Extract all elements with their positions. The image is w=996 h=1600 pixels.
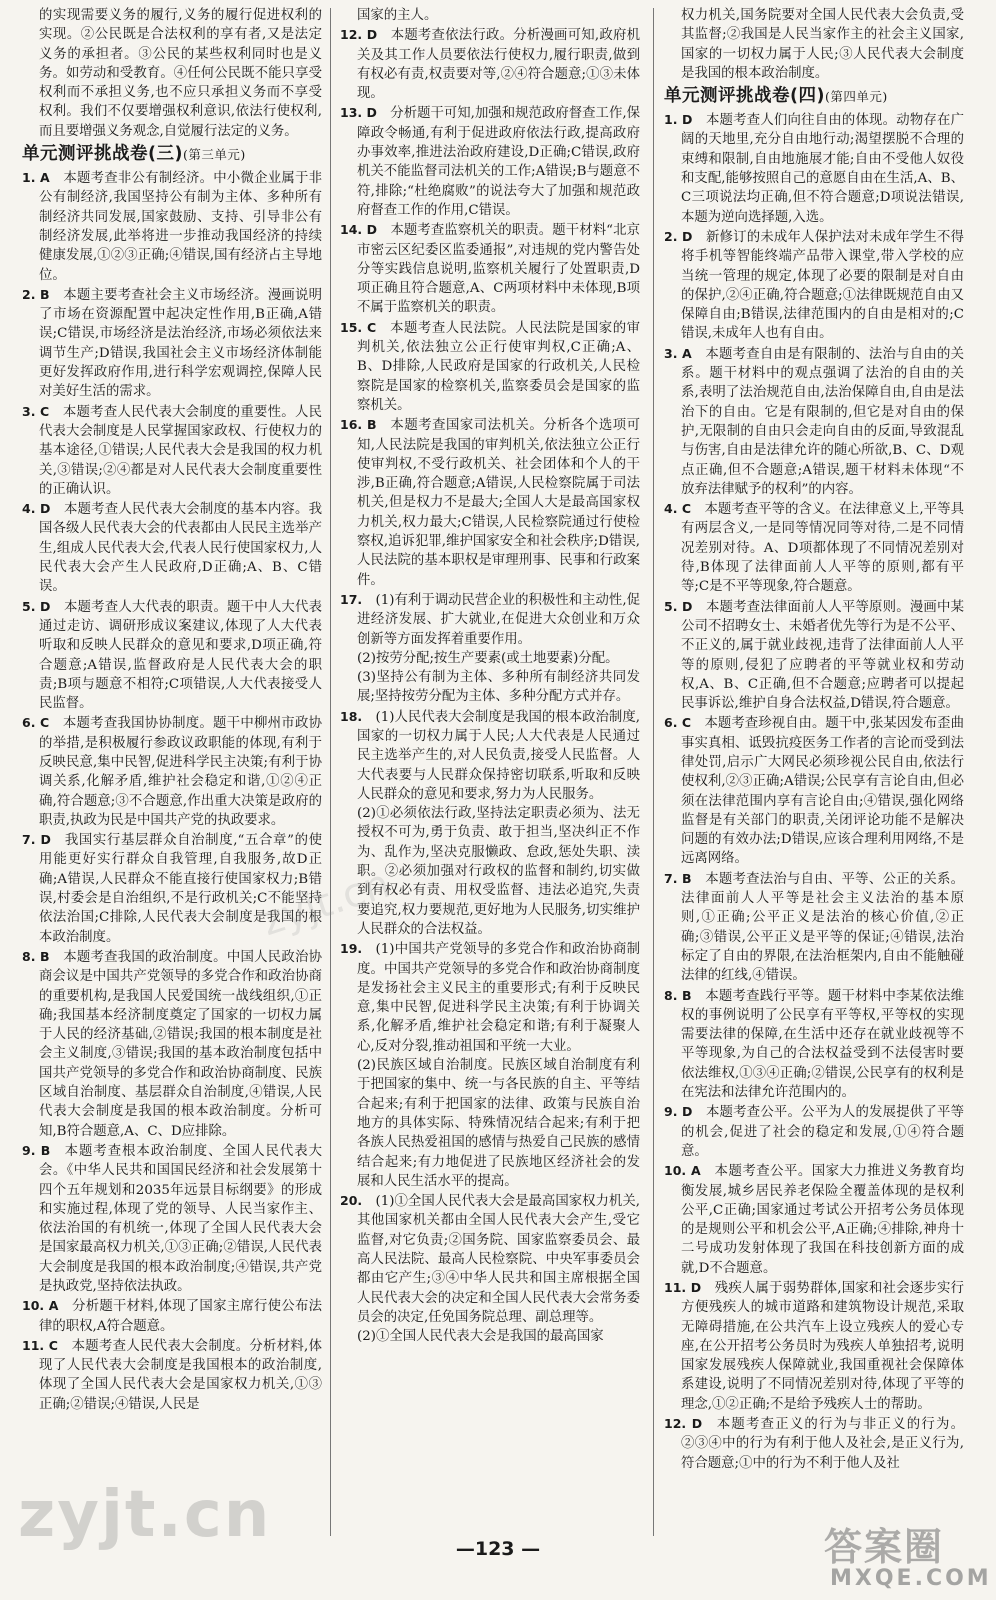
answer-explanation: 新修订的未成年人保护法对未成年学生不得将手机等智能终端产品带入课堂,带入学校的应当统一管理的规定,体现了必要的限制是对自由的保护,②④正确,符合题意;①法律既规范自由又保障自由;B错误,法律范围内的自由是相对的;C错误,未成年人也有自由。 <box>681 229 964 342</box>
answer-explanation: 本题考查人民代表大会制度。分析材料,体现了人民代表大会制度是我国根本的政治制度,体现了全国人民代表大会是国家权力机关,①③正确;②错误;④错误,人民是 <box>39 1338 322 1412</box>
answer-item <box>22 597 322 714</box>
answer-item <box>22 168 322 285</box>
answer-list <box>664 110 964 1473</box>
intro-paragraph: 的实现需要义务的履行,义务的履行促进权利的实现。②公民既是合法权利的享有者,又是法定义务的承担者。③公民的某些权利同时也是义务。如劳动和受教育。④任何公民既不能只享受权利而不承担义务,也不应只承担义务而不享受权利。我们不仅要增强权利意识,依法行使权利,而且要增强义务观念,自觉履行法定的义务。 <box>39 8 322 139</box>
answer-explanation: 本题考查平等的含义。在法律意义上,平等具有两层含义,一是同等情况同等对待,二是不同情况差别对待。A、D项都体现了不同情况差别对待,B体现了法律面前人人平等的原则,都有平等;C是不平等现象,符合题意。 <box>681 502 964 595</box>
answer-explanation: (1)中国共产党领导的多党合作和政治协商制度。中国共产党领导的多党合作和政治协商制度是发扬社会主义民主的重要形式;有利于反映民意,集中民智,促进科学民主决策;有利于协调关系,化解矛盾,维护社会稳定和谐;有利于凝聚人心,反对分裂,推动祖国和平统一大业。 <box>357 942 640 1054</box>
answer-explanation: 本题考查正义的行为与非正义的行为。②③④中的行为有利于他人及社会,是正义行为,符合题意;①中的行为不利于他人及社 <box>681 1417 964 1471</box>
answer-number: 4. C <box>664 501 692 517</box>
answer-number: 2. D <box>664 228 693 244</box>
answer-explanation: 本题考查法律面前人人平等原则。漫画中某公司不招聘女士、未婚者优先等行为是不公平、不正义的,属于就业歧视,违背了法律面前人人平等的原则,侵犯了应聘者的平等就业权和劳动权,A、B、C正确,但不合题意;应聘者可以提起民事诉讼,维护自身合法权益,D错误,符合题意。 <box>681 599 964 712</box>
answer-explanation: 本题考查依法行政。分析漫画可知,政府机关及其工作人员要依法行使权力,履行职责,做到有权必有责,权责要对等,②④符合题意;①③未体现。 <box>357 28 640 102</box>
answer-explanation: 本题考查人们向往自由的体现。动物存在广阔的天地里,充分自由地行动;渴望摆脱不合理的束缚和限制,自由地施展才能;自由不受他人奴役和支配,能够按照自己的意愿自由在生活,A、B、C三项说法均正确,但不符合题意;D项说法错误,本题为逆向选择题,入选。 <box>681 113 964 225</box>
answer-item <box>340 649 640 668</box>
answer-number: 20. <box>340 1193 363 1209</box>
answer-item <box>664 1278 964 1414</box>
answer-item <box>340 939 640 1056</box>
answer-explanation: (3)坚持公有制为主体、多种所有制经济共同发展;坚持按劳分配为主体、多种分配方式并存。 <box>357 670 640 705</box>
answer-item <box>664 597 964 714</box>
answer-explanation: (2)民族区域自治制度。民族区域自治制度有利于把国家的集中、统一与各民族的自主、平等结合起来;有利于把国家的法律、政策与民族自治地方的具体实际、特殊情况结合起来;有利于把各族人民热爱祖国的感情与热爱自己民族的感情结合起来;有力地促进了民族地区经济社会的发展和人民生活水平的提高。 <box>357 1058 640 1189</box>
answer-number: 15. C <box>340 319 377 335</box>
answer-number: 13. D <box>340 105 377 121</box>
column-right <box>664 6 964 1538</box>
answer-explanation: 本题考查法治与自由、平等、公正的关系。法律面前人人平等是社会主义法治的基本原则,①正确;公平正义是法治的核心价值,②正确;③错误,公平正义是平等的保证;④错误,法治标定了自由的界限,在法治框架内,自由不能触碰法律的红线,④错误。 <box>681 871 964 984</box>
answer-explanation: 本题考查人民代表大会制度的重要性。人民代表大会制度是人民掌握国家政权、行使权力的基本途径,①错误;人民代表大会是我国的权力机关,③错误;②④都是对人民代表大会制度重要性的正确认识。 <box>39 404 322 497</box>
answer-item <box>340 590 640 649</box>
answer-explanation: (1)有利于调动民营企业的积极性和主动性,促进经济发展、扩大就业,在促进大众创业和万众创新等方面发挥着重要作用。 <box>357 592 640 647</box>
answer-item <box>664 713 964 868</box>
answer-item <box>340 1327 640 1346</box>
answer-number: 10. A <box>664 1163 701 1179</box>
answer-explanation: 本题考查监察机关的职责。题干材料“北京市密云区纪委区监委通报”,对违规的党内警告处分等实践信息说明,监察机关履行了处置职责,D项正确且符合题意,A、C两项材料中未体现,B项不属于监察机关的职责。 <box>357 223 640 316</box>
answer-item <box>340 1056 640 1191</box>
answer-explanation: 本题考查人大代表的职责。题干中人大代表通过走访、调研形成议案建议,体现了人大代表听取和反映人民群众的意见和要求,D项正确,符合题意;A错误,监督政府是人民代表大会的职责;B项与题意不相符;C项错误,人大代表接受人民监督。 <box>39 599 322 712</box>
answer-item <box>664 499 964 596</box>
answer-number: 11. D <box>664 1280 702 1295</box>
continued-text: 国家的主人。 <box>357 8 438 23</box>
answer-item <box>340 707 640 804</box>
answer-number: 7. D <box>22 832 51 848</box>
answer-number: 3. A <box>664 345 692 361</box>
answer-number: 17. <box>340 591 363 607</box>
answer-number: 8. B <box>22 948 50 964</box>
answer-explanation: 本题考查人民代表大会制度的基本内容。我国各级人民代表大会的代表都由人民民主选举产生,组成人民代表大会,代表人民行使国家权力,人民代表大会产生人民政府,D正确;A、B、C错误。 <box>39 502 322 595</box>
section-title-unit-4: 单元测评挑战卷(四)(第四单元) <box>664 86 888 107</box>
answer-item <box>22 499 322 596</box>
answer-explanation: 本题考查我国协协制度。题干中柳州市政协的举措,是积极履行参政议政职能的体现,有利于反映民意,集中民智,促进科学民主决策;有利于协调关系,化解矛盾,维护社会稳定和谐,①②④正确,符合题意;③不合题意,作出重大决策是政府的职责,执政为民是中国共产党的执政要求。 <box>39 716 322 828</box>
answer-item <box>22 947 322 1141</box>
answer-item <box>340 415 640 590</box>
answer-explanation: 本题考查我国的政治制度。中国人民政治协商会议是中国共产党领导的多党合作和政治协商的重要机构,是我国人民爱国统一战线组织,①正确;我国基本经济制度奠定了国家的一切权力属于人民的经济基础,②错误;我国的根本制度是社会主义制度,③错误;我国的基本政治制度包括中国共产党领导的多党合作和政治协商制度、民族区域自治制度、基层群众自治制度,④错误,人民代表大会制度是我国的根本政治制度。分析可知,B符合题意,A、C、D应排除。 <box>39 949 322 1139</box>
answer-explanation: 本题考查公平。公平为人的发展提供了平等的机会,促进了社会的稳定和发展,①④符合题意。 <box>681 1105 964 1159</box>
answer-explanation: (2)①全国人民代表大会是我国的最高国家 <box>357 1329 604 1345</box>
answer-number: 16. B <box>340 417 377 433</box>
answer-number: 11. C <box>22 1337 58 1353</box>
watermark-text: zyjt.cn <box>18 1478 272 1552</box>
answer-explanation: 分析题干可知,加强和规范政府督查工作,保障政令畅通,有利于促进政府依法行政,提高政府办事效率,推进法治政府建设,D正确;C错误,政府机关不能监督司法机关的工作;A错误;B与题意不符,排除;“杜绝腐败”的说法夸大了加强和规范政府督查工作的作用,C错误。 <box>357 106 640 218</box>
answer-item <box>340 103 640 220</box>
answer-number: 4. D <box>22 501 51 517</box>
answer-explanation: 本题考查非公有制经济。中小微企业属于非公有制经济,我国坚持公有制为主体、多种所有制经济共同发展,国家鼓励、支持、引导非公有制经济发展,此举将进一步推动我国经济的持续健康发展,①②③正确;④错误,国有经济占主导地位。 <box>39 171 322 283</box>
answer-number: 6. C <box>664 715 692 731</box>
answer-number: 5. D <box>664 598 693 614</box>
column-divider <box>330 8 331 1536</box>
answer-explanation: 分析题干材料,体现了国家主席行使公布法律的职权,A符合题意。 <box>39 1299 322 1334</box>
answer-number: 9. D <box>664 1104 693 1120</box>
answer-number: 3. C <box>22 403 50 419</box>
answer-item <box>664 110 964 227</box>
answer-number: 19. <box>340 941 363 957</box>
answer-item <box>664 227 964 344</box>
answer-item <box>340 318 640 415</box>
answer-item <box>664 1414 964 1473</box>
answer-number: 18. <box>340 708 363 724</box>
answer-item <box>340 25 640 103</box>
answer-list <box>22 168 322 1414</box>
column-left <box>22 6 322 1538</box>
answer-explanation: (2)按劳分配;按生产要素(或土地要素)分配。 <box>357 650 619 666</box>
answer-item <box>664 1161 964 1278</box>
answer-item <box>664 869 964 986</box>
answer-explanation: 本题考查践行平等。题干材料中李某依法维权的事例说明了公民享有平等权,平等权的实现需要法律的保障,在生活中还存在就业歧视等不平等现象,为自己的合法权益受到不法侵害时要依法维权,①③④正确;②错误,公民享有的权利是在宪法和法律允许范围内的。 <box>681 988 964 1101</box>
answer-item <box>22 1141 322 1296</box>
answer-item <box>22 402 322 499</box>
answer-item <box>22 285 322 402</box>
answer-explanation: (1)①全国人民代表大会是最高国家权力机关,其他国家机关都由全国人民代表大会产生,受它监督,对它负责;②国务院、国家监察委员会、最高人民法院、最高人民检察院、中央军事委员会都由它产生;③④中华人民共和国主席根据全国人民代表大会的决定和全国人民代表大会常务委员会的决定,任免国务院总理、副总理等。 <box>357 1194 640 1325</box>
continued-text: 权力机关,国务院要对全国人民代表大会负责,受其监督;②我国是人民当家作主的社会主义国家,国家的一切权力属于人民;③人民代表大会制度是我国的根本政治制度。 <box>681 8 964 81</box>
answer-explanation: (2)①必须依法行政,坚持法定职责必须为、法无授权不可为,勇于负责、敢于担当,坚决纠正不作为、乱作为,坚决克服懒政、怠政,惩处失职、渎职。②必须加强对行政权的监督和制约,切实做到有权必有责、用权受监督、违法必追究,失责要追究,权力要规范,更好地为人民服务,切实维护人民群众的合法权益。 <box>357 806 640 937</box>
page-number: —123 — <box>455 1538 541 1560</box>
column-middle <box>340 6 640 1538</box>
answer-number: 1. A <box>22 170 50 186</box>
answer-number: 12. D <box>664 1416 703 1432</box>
answer-number: 7. B <box>664 870 692 886</box>
answer-explanation: 本题考查国家司法机关。分析各个选项可知,人民法院是我国的审判机关,依法独立公正行使审判权,不受行政机关、社会团体和个人的干涉,B正确,符合题意;A错误,人民检察院属于司法机关,但是权力不是最大;全国人大是最高国家权力机关,权力最大;C错误,人民检察院通过行使检察权,追诉犯罪,维护国家安全和社会秩序;D错误,人民法院的基本职权是审理刑事、民事和行政案件。 <box>357 418 640 588</box>
answer-explanation: 本题考查人民法院。人民法院是国家的审判机关,依法独立公正行使审判权,C正确;A、B、D排除,人民政府是国家的行政机关,人民检察院是国家的检察机关,监察委员会是国家的监察机关。 <box>357 320 640 413</box>
answer-explanation: 本题主要考查社会主义市场经济。漫画说明了市场在资源配置中起决定性作用,B正确,A错误;C错误,市场经济是法治经济,市场必须依法来调节生产;D错误,我国社会主义市场经济体制能更好发挥政府作用,进行科学宏观调控,保障人民对美好生活的需求。 <box>39 287 322 400</box>
answer-list <box>340 25 640 1346</box>
answer-item <box>340 668 640 707</box>
answer-item <box>22 1296 322 1336</box>
column-divider <box>653 8 654 1536</box>
answer-explanation: 我国实行基层群众自治制度,“五合章”的使用能更好实行群众自我管理,自我服务,故D正确;A错误,人民群众不能直接行使国家权力;B错误,村委会是自治组织,不是行政机关;C不能坚持依法治国;C排除,人民代表大会制度是我国的根本政治制度。 <box>39 833 322 945</box>
answer-explanation: 本题考查根本政治制度、全国人民代表大会。《中华人民共和国国民经济和社会发展第十四个五年规划和2035年远景目标纲要》的形成和实施过程,体现了党的领导、人民当家作主、依法治国的有机统一,体现了全国人民代表大会是国家最高权力机关,①③正确;②错误,人民代表大会制度是我国的根本政治制度;④错误,共产党是执政党,坚持依法执政。 <box>39 1143 322 1294</box>
answer-number: 12. D <box>340 27 378 43</box>
answer-item <box>22 1336 322 1414</box>
answer-item <box>340 1191 640 1327</box>
answer-explanation: 本题考查自由是有限制的、法治与自由的关系。题干材料中的观点强调了法治的自由的关系,表明了法治规范自由,法治保障自由,自由是法治下的自由。它是有限制的,但它是对自由的保护,无限制的自由只会走向自由的反面,导致混乱与伤害,自由是法律允许的随心所欲,B、C、D观点正确,但不合题意;A错误,题干材料未体现“不放弃法律赋予的权利”的内容。 <box>681 346 964 497</box>
answer-number: 2. B <box>22 286 50 302</box>
answer-item <box>664 344 964 499</box>
section-title-unit-3: 单元测评挑战卷(三)(第三单元) <box>22 144 246 165</box>
answer-item <box>22 713 322 830</box>
answer-number: 9. B <box>22 1142 51 1158</box>
logo-subtext: MXQE.COM <box>830 1566 992 1591</box>
answer-item <box>664 986 964 1103</box>
answer-explanation: (1)人民代表大会制度是我国的根本政治制度,国家的一切权力属于人民;人大代表是人民通过民主选举产生的,对人民负责,接受人民监督。人大代表要与人民群众保持密切联系,听取和反映人民群众的意见和要求,努力为人民服务。 <box>357 709 640 802</box>
answer-number: 8. B <box>664 987 692 1003</box>
site-logo <box>824 1516 992 1594</box>
watermark-text: zyjt.cn <box>256 860 396 946</box>
answer-number: 5. D <box>22 598 51 614</box>
logo-text: 答案圈 <box>824 1525 945 1569</box>
answer-explanation: 本题考查珍视自由。题干中,张某因发布歪曲事实真相、诋毁抗疫医务工作者的言论而受到法律处罚,启示广大网民必须珍视公民自由,依法行使权利,②③正确;A错误;公民享有言论自由,但必须在法律范围内享有言论自由;④错误,强化网络监督是有关部门的职责,关闭评论功能不是解决问题的有效办法;D错误,应该合理利用网络,不是远离网络。 <box>681 716 964 867</box>
answer-item <box>664 1102 964 1161</box>
answer-item <box>340 220 640 317</box>
answer-number: 6. C <box>22 715 50 731</box>
answer-explanation: 本题考查公平。国家大力推进义务教育均衡发展,城乡居民养老保险全覆盖体现的是权利公平,C正确;国家通过考试公开招考公务员体现的是规则公平和机会公平,A正确;④排除,神舟十二号成功发射体现了我国在科技创新方面的成就,D不合题意。 <box>681 1164 964 1276</box>
answer-number: 10. A <box>22 1298 59 1314</box>
answer-number: 1. D <box>664 112 693 128</box>
answer-number: 14. D <box>340 222 377 238</box>
answer-explanation: 残疾人属于弱势群体,国家和社会逐步实行方便残疾人的城市道路和建筑物设计规范,采取无障碍措施,在公共汽车上设立残疾人的爱心专座,在公开招考公务员时为残疾人单独招考,说明国家发展残疾人保障就业,我国重视社会保障体系建设,说明了不同情况差别对待,体现了平等的理念,①②正确;不是给予残疾人士的帮助。 <box>681 1281 964 1412</box>
